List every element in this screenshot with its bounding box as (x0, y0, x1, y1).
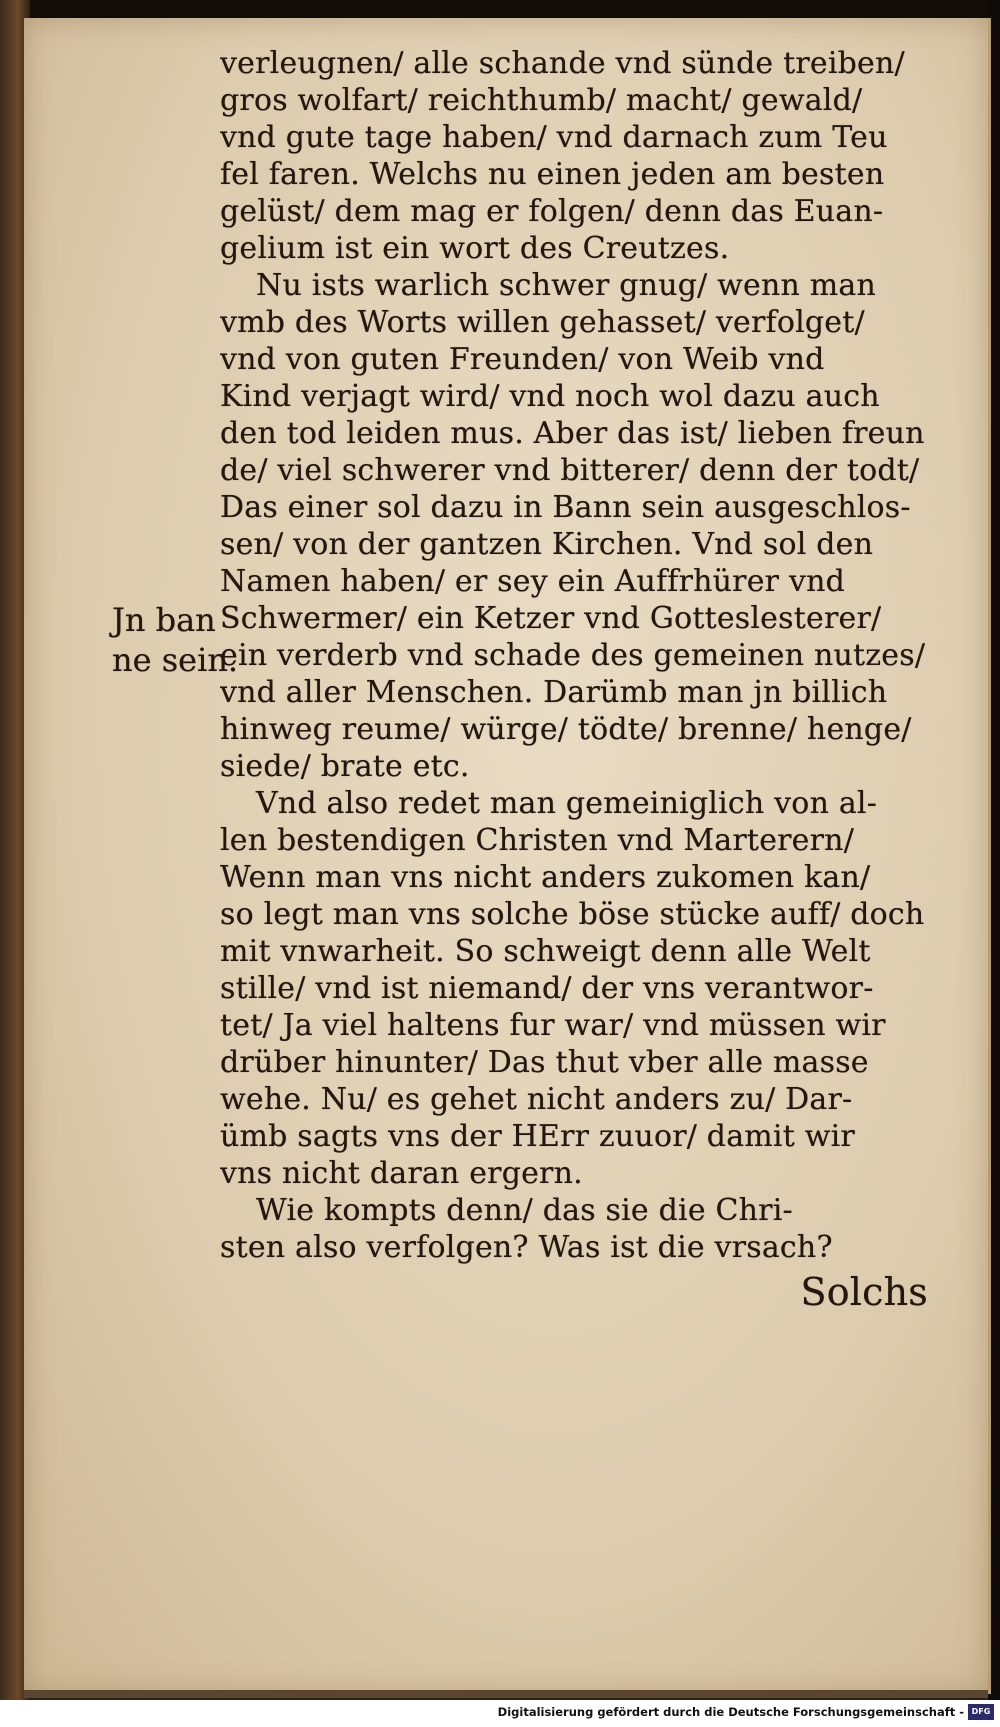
main-text-block (220, 45, 940, 1314)
marginal-note (112, 600, 242, 680)
text-line: vnd von guten Freunden/ von Weib vnd (220, 342, 825, 377)
text-line: mit vnwarheit. So schweigt denn alle Welt (220, 934, 871, 969)
page-bottom-edge (24, 1690, 988, 1698)
text-line: Wenn man vns nicht anders zukomen kan/ (220, 860, 871, 895)
text-line: vns nicht daran ergern. (220, 1156, 583, 1191)
text-line: stille/ vnd ist niemand/ der vns verantwor- (220, 971, 874, 1006)
text-line: Vnd also redet man gemeiniglich von al- (256, 786, 878, 821)
text-line: len bestendigen Christen vnd Marterern/ (220, 823, 855, 858)
text-line: Namen haben/ er sey ein Auffrhürer vnd (220, 564, 846, 599)
text-line: Schwermer/ ein Ketzer vnd Gotteslesterer/ (220, 601, 882, 636)
funding-notice: Digitalisierung gefördert durch die Deutsche Forschungsgemeinschaft - (497, 1705, 964, 1719)
text-line: sen/ von der gantzen Kirchen. Vnd sol den (220, 527, 874, 562)
text-line: Das einer sol dazu in Bann sein ausgeschlos- (220, 490, 911, 525)
text-line: Wie kompts denn/ das sie die Chri- (256, 1193, 793, 1228)
text-line: vnd aller Menschen. Darümb man jn billich (220, 675, 888, 710)
text-line: drüber hinunter/ Das thut vber alle masse (220, 1045, 869, 1080)
text-line: so legt man vns solche böse stücke auff/ doch (220, 897, 925, 932)
text-line: sten also verfolgen? Was ist die vrsach? (220, 1230, 833, 1265)
text-line: de/ viel schwerer vnd bitterer/ denn der todt/ (220, 453, 920, 488)
text-line: Kind verjagt wird/ vnd noch wol dazu auch (220, 379, 880, 414)
text-line: gros wolfart/ reichthumb/ macht/ gewald/ (220, 83, 863, 118)
text-line: gelium ist ein wort des Creutzes. (220, 231, 730, 266)
dfg-logo-icon: DFG (968, 1704, 994, 1720)
text-line: tet/ Ja viel haltens fur war/ vnd müssen wir (220, 1008, 886, 1043)
catchword: Solchs (800, 1270, 928, 1314)
digitization-footer (0, 1700, 1000, 1727)
text-line: gelüst/ dem mag er folgen/ denn das Euan- (220, 194, 884, 229)
text-line: Nu ists warlich schwer gnug/ wenn man (256, 268, 877, 303)
text-line: fel faren. Welchs nu einen jeden am besten (220, 157, 885, 192)
text-line: vnd gute tage haben/ vnd darnach zum Teu (220, 120, 888, 155)
text-line: den tod leiden mus. Aber das ist/ lieben freun (220, 416, 925, 451)
scan-top-edge (0, 0, 1000, 18)
text-line: vmb des Worts willen gehasset/ verfolget/ (220, 305, 865, 340)
text-line: ümb sagts vns der HErr zuuor/ damit wir (220, 1119, 855, 1154)
text-line: ein verderb vnd schade des gemeinen nutzes/ (220, 638, 926, 673)
marginal-note-line: Jn ban (112, 601, 216, 639)
text-line: siede/ brate etc. (220, 749, 470, 784)
text-line: verleugnen/ alle schande vnd sünde treiben/ (220, 46, 905, 81)
text-line: hinweg reume/ würge/ tödte/ brenne/ henge/ (220, 712, 912, 747)
text-line: wehe. Nu/ es gehet nicht anders zu/ Dar- (220, 1082, 853, 1117)
marginal-note-line: ne sein. (112, 641, 239, 679)
